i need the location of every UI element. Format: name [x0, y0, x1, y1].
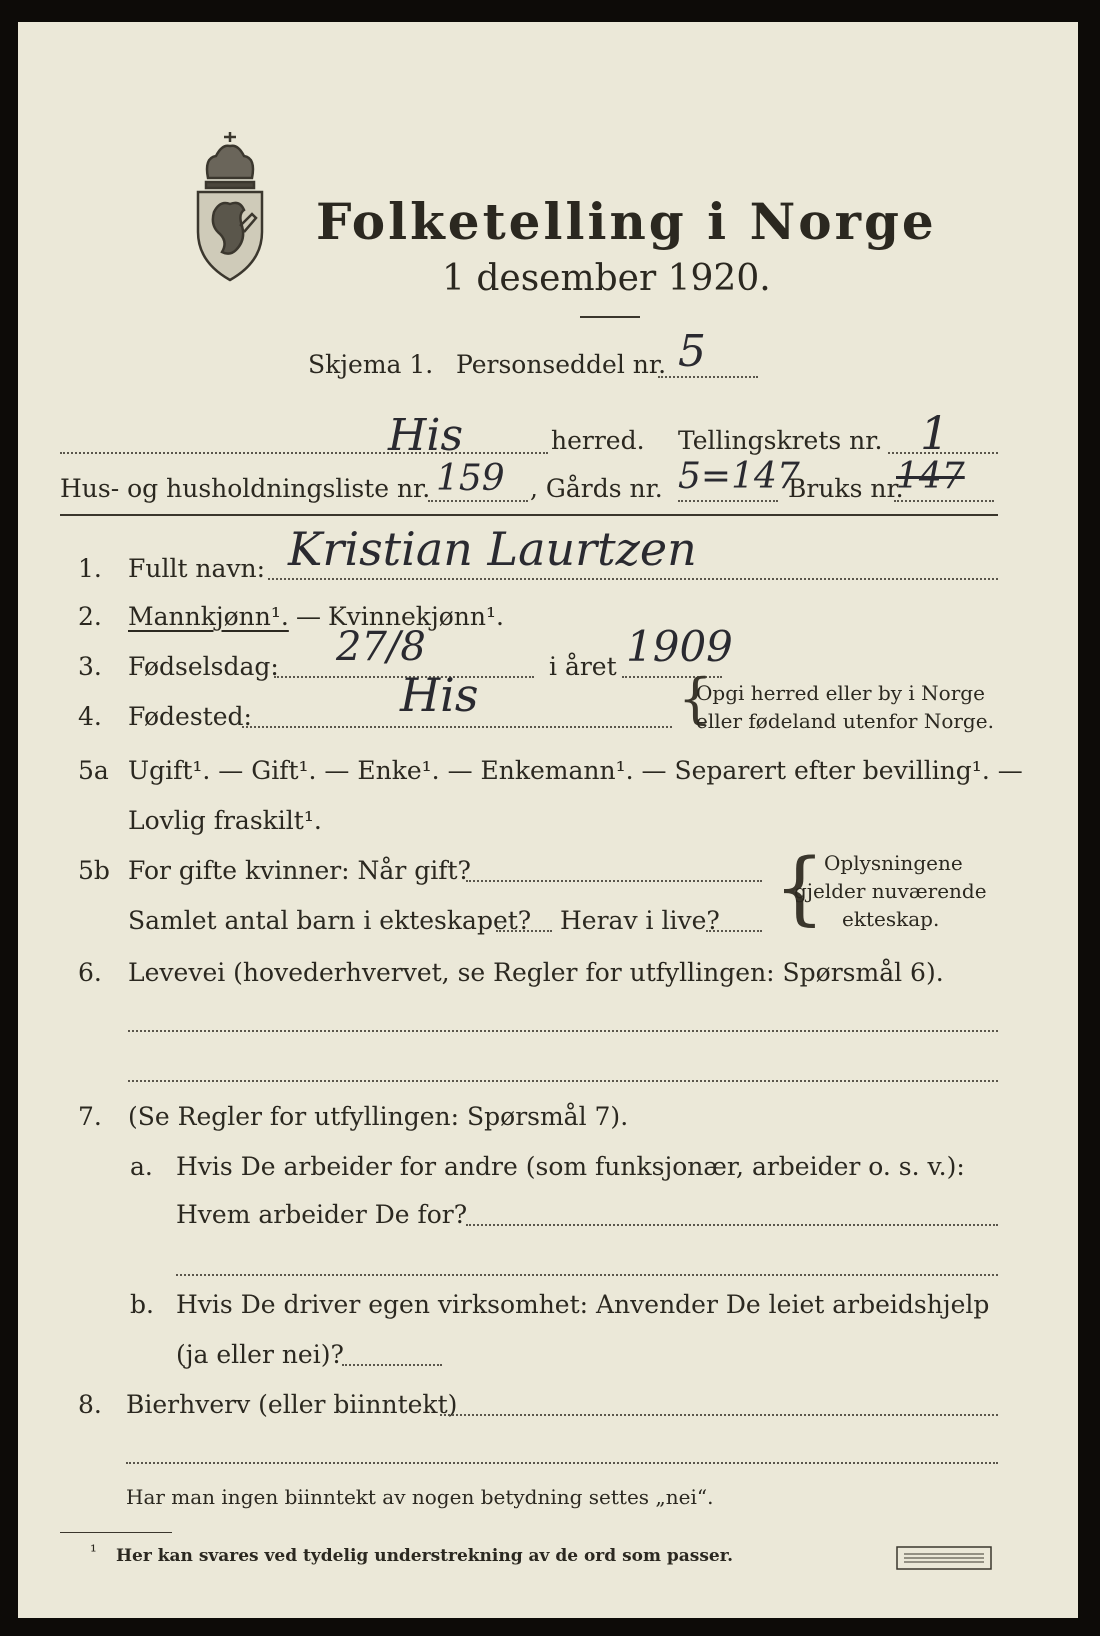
- birthday-value[interactable]: 27/8: [336, 624, 426, 670]
- census-date: 1 desember 1920.: [442, 258, 771, 299]
- q7b-line2: (ja eller nei)?: [176, 1340, 344, 1369]
- q1-label: Fullt navn:: [128, 554, 266, 583]
- levevei-line-1[interactable]: [128, 1030, 998, 1032]
- bierhverv-field[interactable]: [440, 1414, 998, 1416]
- q6-label: Levevei (hovederhvervet, se Regler for utfyllingen: Spørsmål 6).: [128, 958, 944, 987]
- ja-nei-field[interactable]: [342, 1364, 442, 1366]
- bruks-label: Bruks nr.: [788, 474, 904, 503]
- form-title: Folketelling i Norge: [316, 192, 937, 251]
- lovlig-fraskilt-option[interactable]: Lovlig fraskilt¹.: [128, 806, 322, 835]
- footnote-rule: [60, 1532, 172, 1533]
- footnote-mark: ¹: [90, 1542, 97, 1562]
- tellingskrets-label: Tellingskrets nr.: [678, 426, 883, 455]
- gards-value[interactable]: 5=147: [678, 456, 800, 497]
- personseddel-label: Personseddel nr.: [456, 350, 667, 379]
- marital-status-options[interactable]: Ugift¹. — Gift¹. — Enke¹. — Enkemann¹. — Separert efter bevilling¹. —: [128, 756, 1023, 785]
- herred-value[interactable]: His: [388, 410, 464, 461]
- birthplace-value[interactable]: His: [400, 668, 479, 722]
- q4-note-line2: eller fødeland utenfor Norge.: [696, 709, 994, 733]
- mannkjonn-option[interactable]: Mannkjønn¹.: [128, 602, 289, 631]
- q3-label: Fødselsdag:: [128, 652, 279, 681]
- census-form-page: [18, 22, 1078, 1618]
- q7a-line2: Hvem arbeider De for?: [176, 1200, 468, 1229]
- gards-label: , Gårds nr.: [530, 474, 663, 503]
- antal-barn-label: Samlet antal barn i ekteskapet?: [128, 906, 532, 935]
- q4-brace: {: [678, 667, 713, 730]
- q5b-number: 5b: [78, 856, 110, 885]
- printer-stamp-icon: [896, 1546, 992, 1570]
- footnote-text: Her kan svares ved tydelig understrekning av de ord som passer.: [116, 1546, 734, 1566]
- birth-year-value[interactable]: 1909: [626, 622, 733, 671]
- herav-i-live-label: Herav i live?: [560, 906, 720, 935]
- q3-number: 3.: [78, 652, 102, 681]
- q7a-line1: Hvis De arbeider for andre (som funksjonær, arbeider o. s. v.):: [176, 1152, 965, 1181]
- personseddel-value[interactable]: 5: [678, 326, 706, 377]
- bruks-value[interactable]: 147: [896, 456, 965, 497]
- q1-number: 1.: [78, 554, 102, 583]
- header-rule: [60, 514, 998, 516]
- title-divider: [580, 316, 640, 318]
- hus-label: Hus- og husholdningsliste nr.: [60, 474, 431, 503]
- q7-label: (Se Regler for utfyllingen: Spørsmål 7).: [128, 1102, 629, 1131]
- q8-number: 8.: [78, 1390, 102, 1419]
- levevei-line-2[interactable]: [128, 1080, 998, 1082]
- q7b-letter: b.: [130, 1290, 154, 1319]
- q4-number: 4.: [78, 702, 102, 731]
- q5b-brace: {: [774, 841, 825, 934]
- herred-label: herred.: [551, 426, 645, 455]
- bierhverv-field-line-2[interactable]: [126, 1462, 998, 1464]
- full-name-value[interactable]: Kristian Laurtzen: [288, 522, 697, 576]
- q5b-note-line2: gjelder nuværende: [794, 879, 987, 903]
- q2-number: 2.: [78, 602, 102, 631]
- hus-value[interactable]: 159: [436, 458, 505, 499]
- q6-number: 6.: [78, 958, 102, 987]
- skjema-label: Skjema 1.: [308, 350, 434, 379]
- q5b-note-line3: ekteskap.: [842, 907, 940, 931]
- q8-note: Har man ingen biinntekt av nogen betydning settes „nei“.: [126, 1485, 714, 1509]
- aaret-label: i året: [549, 652, 617, 681]
- q4-label: Fødested:: [128, 702, 252, 731]
- employer-field[interactable]: [466, 1224, 998, 1226]
- employer-field-line-2[interactable]: [176, 1274, 998, 1276]
- q7a-letter: a.: [130, 1152, 153, 1181]
- norway-coat-of-arms-icon: [186, 130, 274, 285]
- q5b-note-line1: Oplysningene: [824, 851, 963, 875]
- q8-label: Bierhverv (eller biinntekt): [126, 1390, 458, 1419]
- q5a-number: 5a: [78, 756, 109, 785]
- q7-number: 7.: [78, 1102, 102, 1131]
- gender-separator: —: [296, 602, 321, 631]
- q7b-line1: Hvis De driver egen virksomhet: Anvender De leiet arbeidshjelp: [176, 1290, 990, 1319]
- tellingskrets-value[interactable]: 1: [920, 406, 950, 460]
- q4-note-line1: Opgi herred eller by i Norge: [696, 681, 985, 705]
- kvinnekjonn-option[interactable]: Kvinnekjønn¹.: [328, 602, 504, 631]
- naar-gift-label: For gifte kvinner: Når gift?: [128, 856, 471, 885]
